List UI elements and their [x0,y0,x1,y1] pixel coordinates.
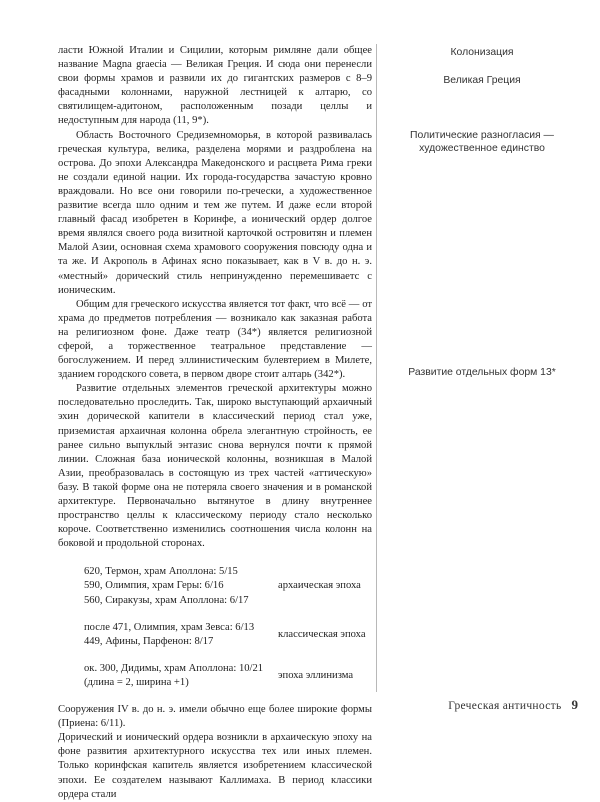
era-label: классическая эпоха [278,628,366,640]
margin-note-form-development: Развитие отдельных форм 13* [408,367,556,378]
paragraph-orders: Дорический и ионический ордера возникли в архаическую эпоху на фоне развития архитектурного искусства тех или иных племен. Только коринфская капитель является изобретением классической эпохи. Ее создателем называют Каллимаха. В период классики ордера стали [58,732,372,800]
paragraph-religious-background: Общим для греческого искусства является тот факт, что всё — от храма до предметов потребления — возникало как заказная работа на религиозном фоне. Даже театр (34*) является религиозной сферой, а торжественное театральное представление — богослужением. И перед эллинистическим булевтерием в Милете, зданием городского совета, в первом дворе стоит алтарь (342*). [58,298,372,381]
temple-entry: 620, Термон, храм Аполлона: 5/15 [84,566,238,578]
hellenistic-group [58,662,372,690]
temple-entry: 560, Сиракузы, храм Аполлона: 6/17 [84,594,249,606]
running-title: Греческая античность [448,700,562,712]
classical-group [58,621,372,649]
paragraph-fourth-century: Сооружения IV в. до н. э. имели обычно еще более широкие формы (Приена: 6/11). [58,704,372,730]
temple-entry: после 471, Олимпия, храм Зевса: 6/13 [84,621,255,633]
paragraph-eastern-mediterranean: Область Восточного Средиземноморья, в которой развивалась греческая культура, велика, разделена морями и раздроблена на острова. До эпохи Александра Македонского и расцвета Рима греки не создали единой нации. Их города-государства зачастую кровно враждовали. Но все они говорили по-гречески, а художественное развитие всегда шло одним и тем же путем. И даже если второй главный фасад изобретен в Коринфе, а ионический ордер долгое время являлся своего рода визитной карточкой островитян и племен Малой Азии, основная схема храмового сооружения повсюду одна и та же. И Акрополь в Афинах ясно показывает, как в V в. до н. э. «местный» дорический стиль непринужденно перемешиваетс с ионическим. [58,129,372,296]
page-number: 9 [571,697,578,712]
paragraph-colonization: ласти Южной Италии и Сицилии, которым римляне дали общее название Magna graecia — Великая Греция. И сюда они перенесли свои формы храмов и развили их до гигантских размеров с 8–9 фасадными колоннами, наружной лестницей к алтарю, со святилищем-адитоном, расположенным позади целлы и недоступным для народа (11, 9*). [58,45,372,127]
column-divider [376,44,377,692]
paragraph-form-development: Развитие отдельных элементов греческой архитектуры можно последовательно проследить. Так, широко выступающий архаичный эхин дорической капители в классический период стал уже, приземистая архаичная колонна обрела элегантную стройность, ее ранее сильно выпуклый энтазис снова вернулся почти к прямой линии. Сложная база ионической колонны, возникшая в Малой Азии, преобразовалась в состоящую из трех частей «аттическую» базу. В такой форме она не потеряла своего значения и в романской архитектуре. Первоначально вытянутое в длину внутреннее пространство целлы к классическому периоду стало несколько короче. Соответственно изменились соотношения числа колонн на боковой и продольной сторонах. [58,383,372,550]
margin-note-magna-graecia: Великая Греция [443,75,521,86]
main-text-column [58,44,372,802]
temple-entry: ок. 300, Дидимы, храм Аполлона: 10/21 [84,662,264,674]
temple-entry: (длина = 2, ширина +1) [84,676,189,688]
temple-proportions-table [58,565,372,690]
page-footer [448,697,578,713]
margin-note-colonization: Колонизация [450,47,514,58]
temple-entry: 590, Олимпия, храм Геры: 6/16 [84,580,224,592]
era-label: эпоха эллинизма [278,669,354,681]
archaic-group [58,565,372,607]
era-label: архаическая эпоха [278,580,361,592]
margin-note-political-disunity: Политические разногласия — художественное единство [410,130,554,154]
temple-entry: 449, Афины, Парфенон: 8/17 [84,635,214,647]
